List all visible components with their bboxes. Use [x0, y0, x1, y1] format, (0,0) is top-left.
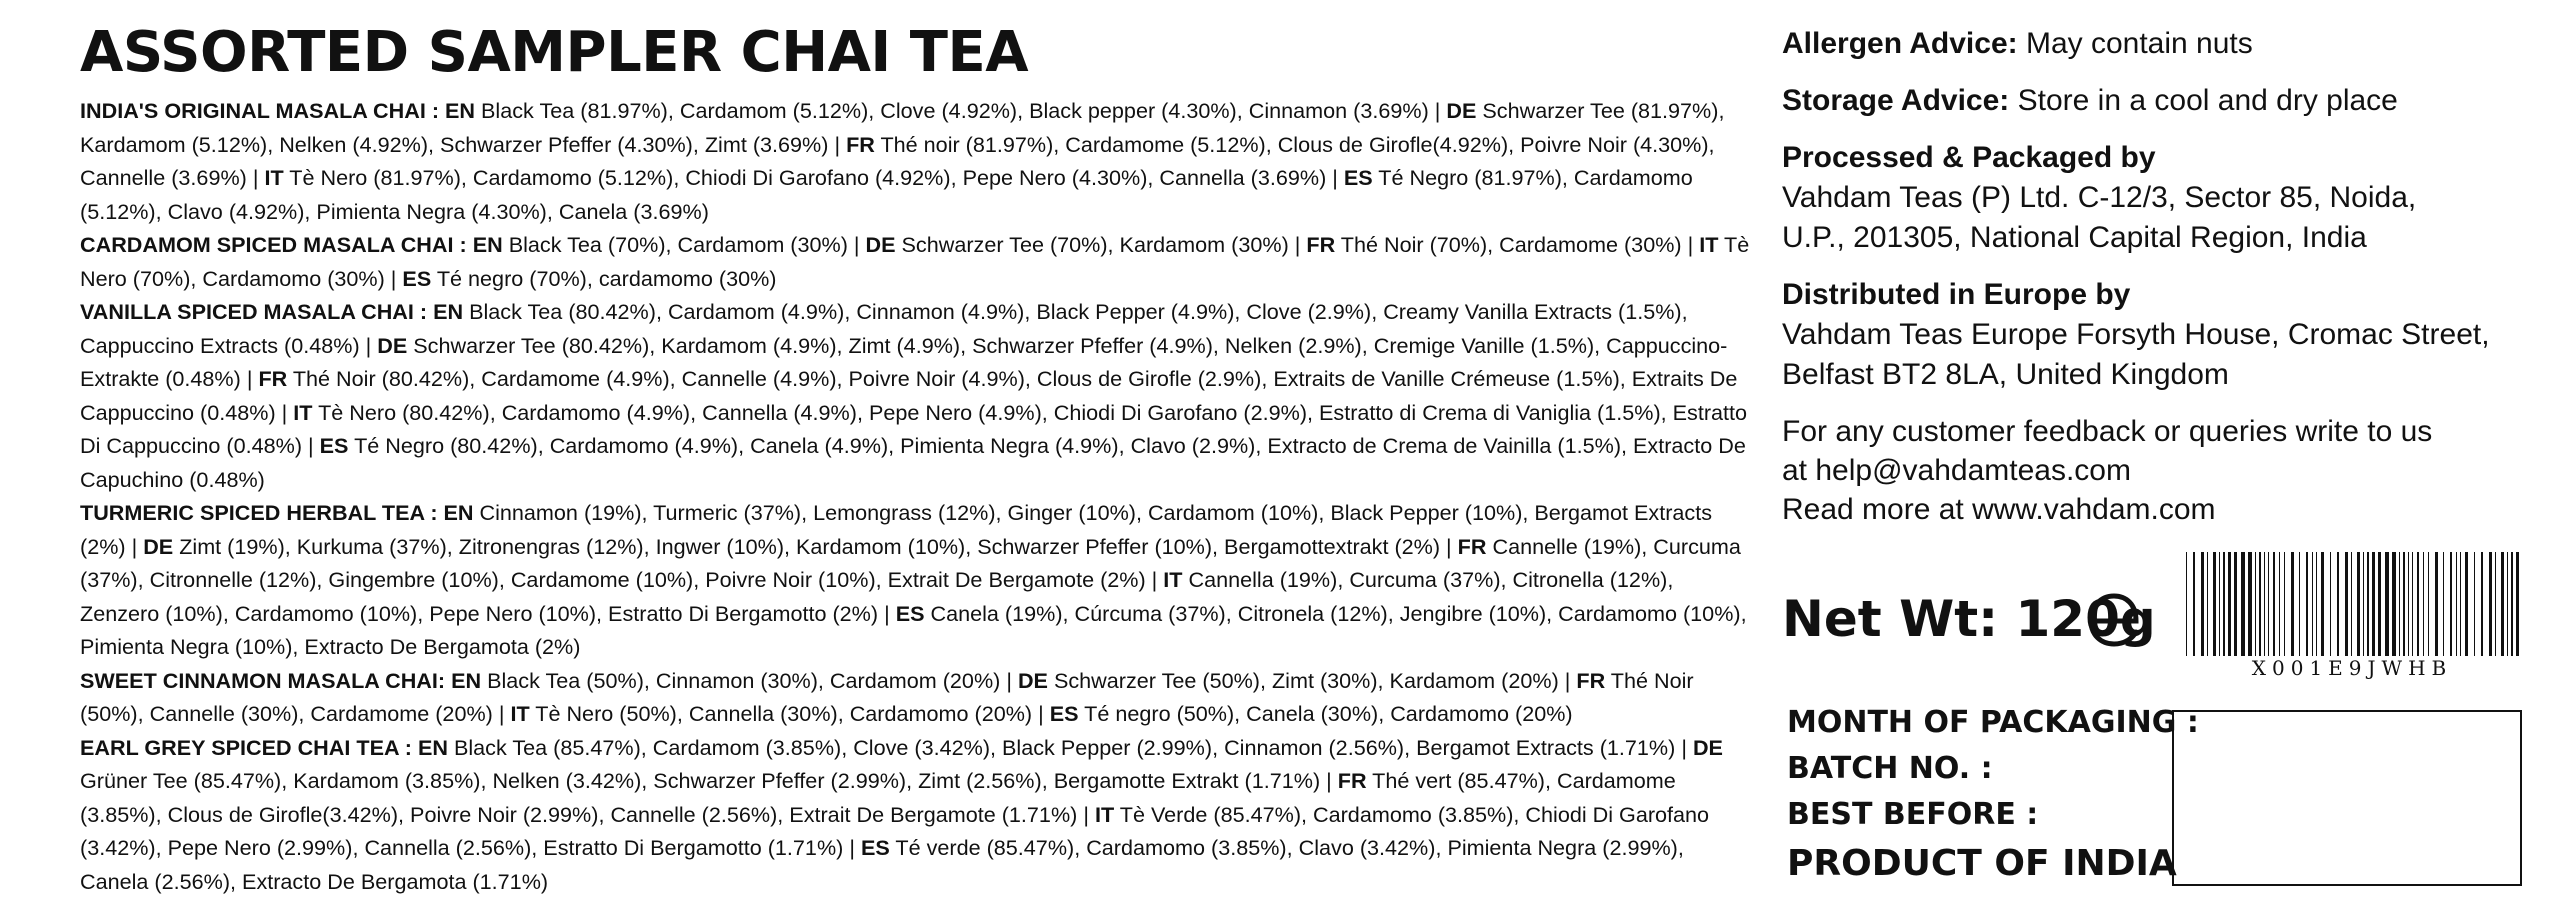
language-code: IT: [264, 165, 284, 190]
language-code: DE: [865, 232, 896, 257]
allergen-label: Allergen Advice:: [1782, 27, 2018, 60]
ingredient-text: Black Tea (81.97%), Cardamom (5.12%), Clove (4.92%), Black pepper (4.30%), Cinnamon (3.69%) |: [481, 98, 1441, 123]
contact-info: [1782, 412, 2542, 529]
language-code: DE: [1692, 734, 1723, 760]
ingredient-text: Tè Nero (81.97%), Cardamomo (5.12%), Chiodi Di Garofano (4.92%), Pepe Nero (4.30%), Cannella (3.69%) |: [289, 165, 1338, 190]
ingredient-text: Té Negro (80.42%), Cardamomo (4.9%), Canela (4.9%), Pimienta Negra (4.9%), Clavo (2.9%), Extracto de Crema de Vainilla (1.5%), Extracto De Capuchino (0.48%): [80, 433, 1746, 492]
allergen-advice: [1782, 24, 2542, 64]
ingredient-text: Black Tea (85.47%), Cardamom (3.85%), Clove (3.42%), Black Pepper (2.99%), Cinnamon (2.56%), Bergamot Extracts (1.71%) |: [453, 734, 1687, 760]
ingredient-text: Thé noir (81.97%), Cardamome (5.12%), Clous de Girofle(4.92%), Poivre Noir (4.30%), Cannelle (3.69%) |: [80, 131, 1715, 190]
product-ingredients: [80, 664, 1752, 731]
storage-label: Storage Advice:: [1782, 84, 2010, 117]
language-code: ES: [1049, 701, 1079, 726]
product-name: TURMERIC SPICED HERBAL TEA :: [80, 500, 438, 525]
language-code: ES: [319, 433, 349, 458]
ingredient-text: Schwarzer Tee (70%), Kardamom (30%) |: [901, 232, 1301, 257]
ingredient-text: Thé Noir (80.42%), Cardamome (4.9%), Cannelle (4.9%), Poivre Noir (4.9%), Clous de Girofle (2.9%), Extraits de Vanille Crémeuse (1.5%), Extraits De Cappuccino (0.48%) |: [80, 366, 1738, 425]
distributed-address: [1782, 315, 2542, 395]
language-code: DE: [143, 533, 174, 559]
ingredient-text: Schwarzer Tee (50%), Zimt (30%), Kardamom (20%) |: [1053, 667, 1571, 693]
ingredient-text: Canela (19%), Cúrcuma (37%), Citronela (12%), Jengibre (10%), Cardamomo (10%), Pimienta Negra (10%), Extracto De Bergamota (2%): [80, 600, 1747, 659]
distributed-line: Vahdam Teas Europe Forsyth House, Cromac Street,: [1782, 318, 2490, 351]
processed-line: Vahdam Teas (P) Ltd. C-12/3, Sector 85, Noida,: [1782, 181, 2417, 214]
estimated-sign-icon: [2085, 590, 2143, 650]
language-code: ES: [402, 265, 432, 291]
ingredient-text: Black Tea (80.42%), Cardamom (4.9%), Cinnamon (4.9%), Black Pepper (4.9%), Clove (2.9%), Creamy Vanilla Extracts (1.5%), Cappuccino Extracts (0.48%) |: [80, 299, 1688, 358]
ingredient-text: Té negro (50%), Canela (30%), Cardamomo (20%): [1084, 701, 1573, 726]
contact-line: For any customer feedback or queries write to us: [1782, 415, 2433, 448]
ingredient-text: Tè Nero (70%), Cardamomo (30%) |: [80, 232, 1750, 291]
ingredient-text: Té verde (85.47%), Cardamomo (3.85%), Clavo (3.42%), Pimienta Negra (2.99%), Canela (2.56%), Extracto De Bergamota (1.71%): [80, 835, 1684, 894]
ingredient-text: Schwarzer Tee (80.42%), Kardamom (4.9%), Zimt (4.9%), Schwarzer Pfeffer (4.9%), Nelken (2.9%), Cremige Vanille (1.5%), Cappuccino-Extrakte (0.48%) |: [80, 332, 1728, 391]
language-code: IT: [1699, 232, 1719, 257]
storage-text: Store in a cool and dry place: [2017, 84, 2398, 117]
product-ingredients: [80, 295, 1752, 496]
processed-address: [1782, 178, 2542, 258]
language-code: IT: [1163, 567, 1183, 592]
contact-line: at help@vahdamteas.com: [1782, 454, 2131, 487]
language-code: ES: [860, 835, 890, 860]
ingredient-text: Zimt (19%), Kurkuma (37%), Zitronengras (12%), Ingwer (10%), Kardamom (10%), Schwarzer Pfeffer (10%), Bergamottextrakt (2%) |: [179, 533, 1452, 559]
ingredient-text: Cannelle (19%), Curcuma (37%), Citronnelle (12%), Gingembre (10%), Cardamome (10%), Poivre Noir (10%), Extrait De Bergamote (2%) |: [80, 533, 1741, 592]
storage-advice: [1782, 81, 2542, 121]
language-code: FR: [846, 131, 875, 157]
language-code: DE: [377, 332, 408, 358]
info-column: [1782, 24, 2542, 529]
product-ingredients: [80, 731, 1752, 899]
best-before-label: BEST BEFORE :: [1787, 797, 2039, 832]
language-code: ES: [895, 600, 925, 626]
ingredient-text: Thé Noir (50%), Cannelle (30%), Cardamome (20%) |: [80, 667, 1694, 726]
packaging-info: [1787, 700, 2199, 890]
distributed-heading: Distributed in Europe by: [1782, 278, 2131, 311]
ingredient-text: Tè Nero (50%), Cannella (30%), Cardamomo (20%) |: [535, 701, 1044, 726]
ingredient-text: Té negro (70%), cardamomo (30%): [436, 265, 777, 291]
month-of-packaging-label: MONTH OF PACKAGING :: [1787, 705, 2199, 740]
ingredient-text: Thé vert (85.47%), Cardamome (3.85%), Clous de Girofle(3.42%), Poivre Noir (2.99%), Cannelle (2.56%), Extrait De Bergamote (1.71%) |: [80, 768, 1676, 827]
processed-heading: Processed & Packaged by: [1782, 141, 2156, 174]
ingredient-text: Cannella (19%), Curcuma (37%), Citronella (12%), Zenzero (10%), Cardamomo (10%), Pepe Nero (10%), Estratto Di Bergamotto (2%) |: [80, 567, 1674, 626]
barcode-number: X001E9JWHB: [2251, 656, 2453, 680]
language-code: EN: [417, 734, 448, 760]
ingredients-column: [80, 20, 1752, 898]
ingredient-text: Black Tea (50%), Cinnamon (30%), Cardamom (20%) |: [487, 667, 1012, 693]
product-name: EARL GREY SPICED CHAI TEA :: [80, 734, 412, 760]
language-code: EN: [433, 299, 464, 324]
language-code: FR: [1337, 768, 1367, 793]
ingredient-text: Thé Noir (70%), Cardamome (30%) |: [1340, 232, 1694, 257]
product-ingredients: [80, 94, 1752, 228]
ingredient-text: Cinnamon (19%), Turmeric (37%), Lemongrass (12%), Ginger (10%), Cardamom (10%), Black Pepper (10%), Bergamot Extracts (2%) |: [80, 500, 1713, 559]
product-name: VANILLA SPICED MASALA CHAI :: [80, 299, 428, 324]
net-weight: Net Wt: 120g: [1782, 590, 2156, 648]
language-code: ES: [1343, 165, 1373, 190]
product-ingredients: [80, 496, 1752, 664]
batch-stamp-box: [2172, 710, 2522, 886]
language-code: IT: [510, 701, 530, 726]
product-ingredients: [80, 228, 1752, 295]
language-code: EN: [445, 98, 476, 123]
language-code: EN: [472, 232, 503, 257]
ingredient-text: Grüner Tee (85.47%), Kardamom (3.85%), Nelken (3.42%), Schwarzer Pfeffer (2.99%), Zimt (2.56%), Bergamotte Extrakt (1.71%) |: [80, 768, 1332, 793]
batch-number-label: BATCH NO. :: [1787, 751, 1993, 786]
product-name: CARDAMOM SPICED MASALA CHAI :: [80, 232, 467, 257]
ingredient-text: Té Negro (81.97%), Cardamomo (5.12%), Clavo (4.92%), Pimienta Negra (4.30%), Canela (3.69%): [80, 165, 1693, 224]
language-code: FR: [258, 366, 288, 391]
language-code: FR: [1457, 533, 1487, 559]
barcode-icon: [2182, 550, 2522, 662]
language-code: DE: [1446, 98, 1477, 123]
product-title: ASSORTED SAMPLER CHAI TEA: [80, 20, 1029, 85]
product-name: INDIA'S ORIGINAL MASALA CHAI :: [80, 98, 440, 123]
ingredient-text: Black Tea (70%), Cardamom (30%) |: [508, 232, 860, 257]
language-code: IT: [1094, 801, 1115, 827]
ingredient-text: Tè Verde (85.47%), Cardamomo (3.85%), Chiodi Di Garofano (3.42%), Pepe Nero (2.99%), Cannella (2.56%), Estratto Di Bergamotto (1.71%) |: [80, 801, 1710, 860]
processed-line: U.P., 201305, National Capital Region, India: [1782, 221, 2367, 254]
ingredient-text: Schwarzer Tee (81.97%), Kardamom (5.12%), Nelken (4.92%), Schwarzer Pfeffer (4.30%), Zimt (3.69%) |: [80, 98, 1725, 157]
distributed-line: Belfast BT2 8LA, United Kingdom: [1782, 358, 2229, 391]
product-list: [80, 94, 1752, 898]
language-code: IT: [293, 399, 313, 425]
product-origin: PRODUCT OF INDIA: [1787, 843, 2177, 884]
allergen-text: May contain nuts: [2025, 27, 2253, 60]
language-code: FR: [1306, 232, 1336, 257]
contact-line: Read more at www.vahdam.com: [1782, 493, 2216, 526]
language-code: DE: [1017, 667, 1048, 693]
product-name: SWEET CINNAMON MASALA CHAI:: [80, 667, 446, 693]
ingredient-text: Tè Nero (80.42%), Cardamomo (4.9%), Cannella (4.9%), Pepe Nero (4.9%), Chiodi Di Garofano (2.9%), Estratto di Crema di Vaniglia (1.5%), Estratto Di Cappuccino (0.48%) |: [80, 399, 1748, 458]
language-code: EN: [443, 500, 474, 525]
language-code: FR: [1576, 667, 1606, 693]
language-code: EN: [451, 667, 482, 693]
